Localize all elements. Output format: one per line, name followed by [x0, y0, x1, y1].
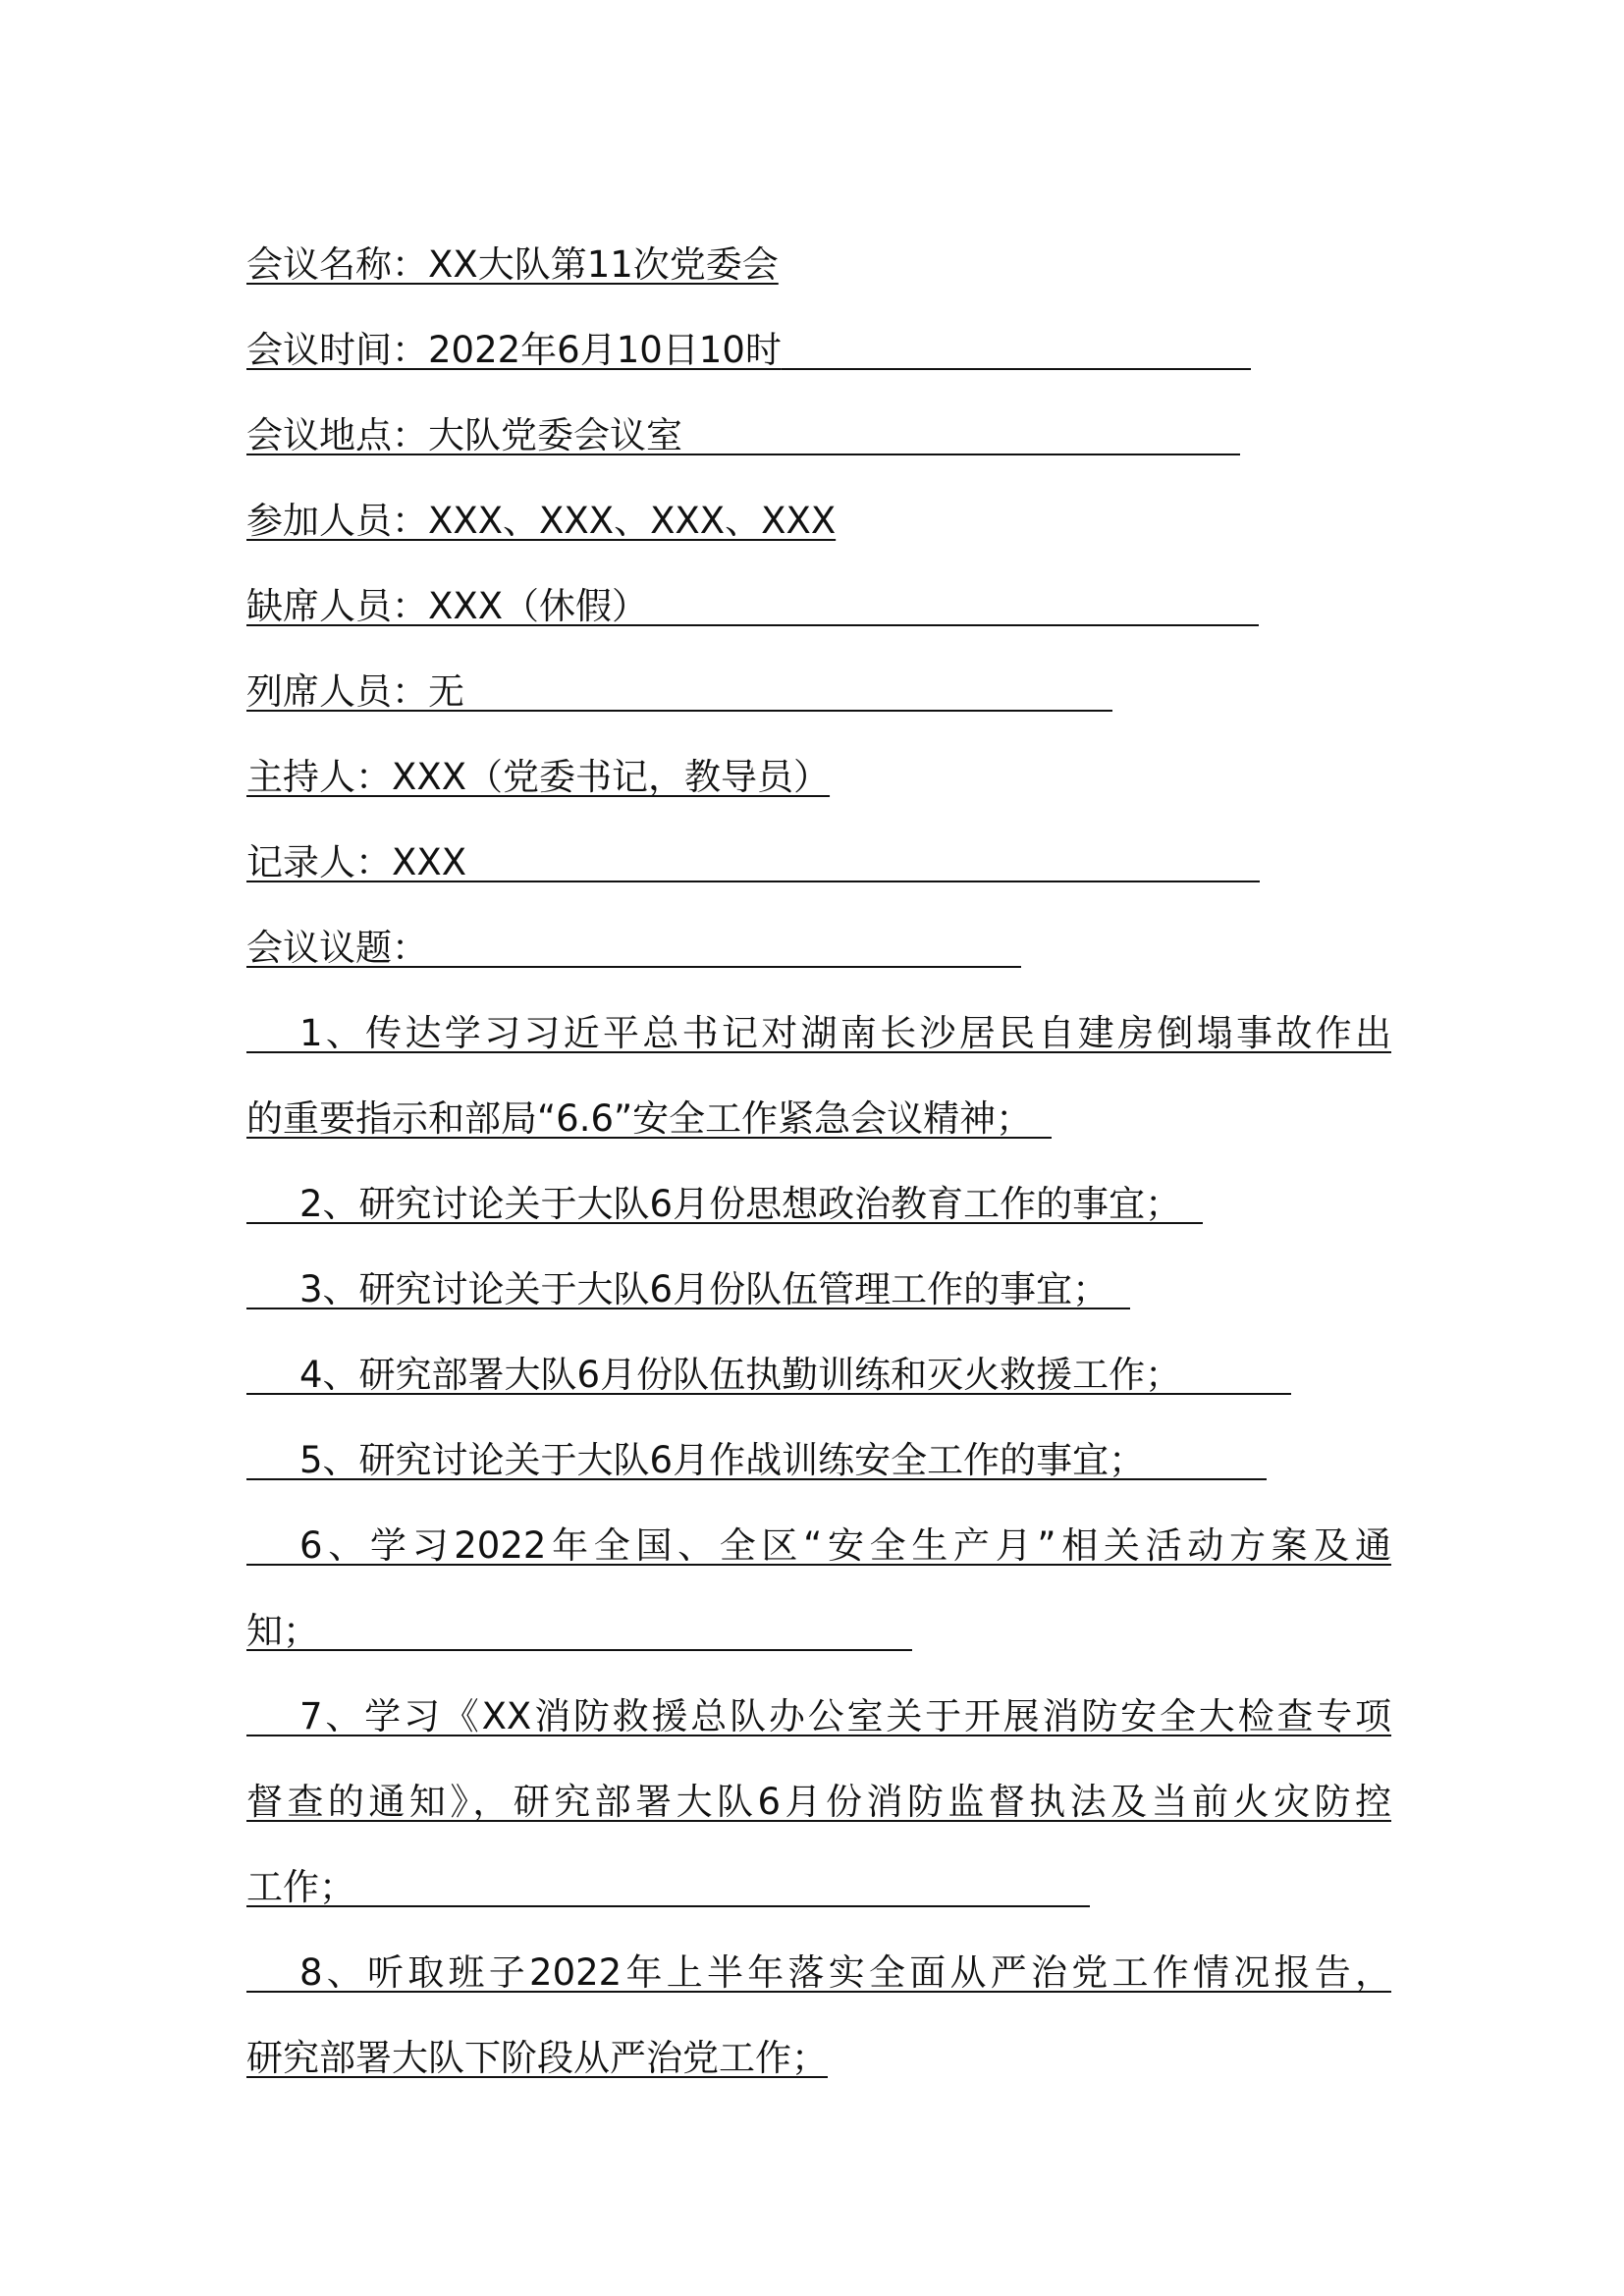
field-recorder — [246, 820, 1391, 905]
agenda-item-7-line-1 — [246, 1674, 1391, 1759]
agenda-text: 6、学习2022年全国、全区“安全生产月”相关活动方案及通 — [299, 1524, 1391, 1567]
agenda-text: 4、研究部署大队6月份队伍执勤训练和灭火救援工作； — [299, 1354, 1182, 1396]
agenda-item-8-line-2 — [246, 2015, 1391, 2101]
underline-blank — [466, 881, 1260, 882]
underline-blank — [1109, 1308, 1130, 1309]
field-attendees — [246, 478, 1391, 563]
agenda-item-4 — [246, 1332, 1391, 1417]
agenda-item-6-line-2 — [246, 1588, 1391, 1674]
field-value: XXX（休假） — [428, 585, 649, 627]
agenda-heading — [246, 905, 1391, 990]
field-label: 列席人员： — [246, 670, 428, 713]
field-label: 记录人： — [246, 841, 392, 883]
indent-underline — [246, 1393, 299, 1395]
field-label: 主持人： — [246, 756, 392, 798]
indent-underline — [246, 1222, 299, 1224]
agenda-item-8-line-1 — [246, 1930, 1391, 2015]
agenda-label: 会议议题： — [246, 927, 428, 969]
agenda-text: 5、研究讨论关于大队6月作战训练安全工作的事宜； — [299, 1439, 1146, 1481]
agenda-text: 的重要指示和部局“6.6”安全工作紧急会议精神； — [246, 1097, 1033, 1140]
agenda-text: 2、研究讨论关于大队6月份思想政治教育工作的事宜； — [299, 1183, 1182, 1225]
agenda-item-2 — [246, 1161, 1391, 1247]
indent-underline — [246, 1478, 299, 1480]
agenda-text: 3、研究讨论关于大队6月份队伍管理工作的事宜； — [299, 1268, 1110, 1310]
indent-underline — [246, 1564, 299, 1566]
field-value: 大队党委会议室 — [428, 414, 682, 456]
field-value: 2022年6月10日10时 — [428, 329, 782, 371]
field-label: 会议时间： — [246, 329, 428, 371]
field-host — [246, 734, 1391, 820]
agenda-item-6-line-1 — [246, 1503, 1391, 1588]
field-absentees — [246, 563, 1391, 649]
agenda-item-7-line-3 — [246, 1844, 1391, 1930]
indent-underline — [246, 1735, 299, 1736]
field-meeting-name — [246, 222, 1391, 307]
field-label: 会议名称： — [246, 243, 428, 286]
underline-blank — [464, 710, 1112, 712]
agenda-text: 工作； — [246, 1866, 355, 1908]
agenda-item-1-line-2 — [246, 1076, 1391, 1161]
agenda-item-3 — [246, 1247, 1391, 1332]
underline-blank — [428, 966, 1021, 968]
underline-blank — [355, 1905, 1090, 1907]
indent-underline — [246, 1308, 299, 1309]
agenda-item-1-line-1 — [246, 990, 1391, 1076]
indent-underline — [246, 1051, 299, 1053]
underline-blank — [1032, 1137, 1052, 1139]
underline-blank — [1145, 1478, 1267, 1480]
field-value: XXX — [392, 841, 467, 883]
indent-underline — [246, 1991, 299, 1993]
agenda-text: 1、传达学习习近平总书记对湖南长沙居民自建房倒塌事故作出 — [299, 1012, 1391, 1054]
underline-blank — [648, 624, 1259, 626]
field-meeting-time — [246, 307, 1391, 393]
field-value: 无 — [428, 670, 464, 713]
underline-blank — [319, 1649, 912, 1651]
agenda-text: 研究部署大队下阶段从严治党工作； — [246, 2037, 828, 2079]
field-value: XX大队第11次党委会 — [428, 243, 779, 286]
agenda-text: 7、学习《XX消防救援总队办公室关于开展消防安全大检查专项 — [299, 1695, 1391, 1737]
underline-blank — [782, 368, 1251, 370]
underline-blank — [1181, 1222, 1203, 1224]
meeting-record — [246, 222, 1391, 2101]
field-value: XXX、XXX、XXX、XXX — [428, 500, 837, 542]
field-label: 会议地点： — [246, 414, 428, 456]
agenda-text: 知； — [246, 1610, 319, 1652]
agenda-item-5 — [246, 1417, 1391, 1503]
field-label: 缺席人员： — [246, 585, 428, 627]
agenda-text: 督查的通知》，研究部署大队6月份消防监督执法及当前火灾防控 — [246, 1781, 1391, 1823]
agenda-item-7-line-2 — [246, 1759, 1391, 1844]
underline-blank — [1181, 1393, 1291, 1395]
underline-blank — [682, 454, 1240, 455]
field-value: XXX（党委书记，教导员） — [392, 756, 831, 798]
field-meeting-location — [246, 393, 1391, 478]
agenda-text: 8、听取班子2022年上半年落实全面从严治党工作情况报告， — [299, 1951, 1391, 1994]
field-label: 参加人员： — [246, 500, 428, 542]
field-observers — [246, 649, 1391, 734]
